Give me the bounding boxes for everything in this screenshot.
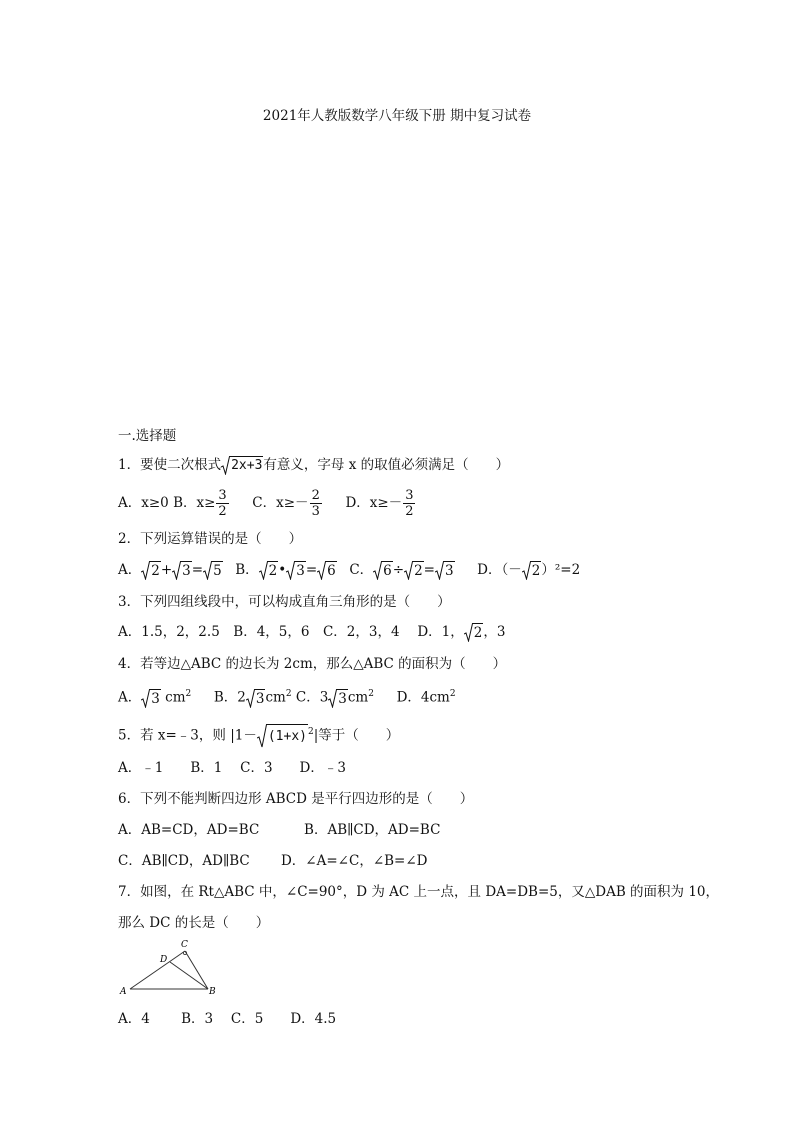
greater-equal-sign: ≥ xyxy=(204,495,216,511)
label-d: D xyxy=(160,955,168,965)
question-7-stem-line-2: 那么 DC 的长是（ ） xyxy=(118,915,270,931)
q1-option-b: B．x xyxy=(173,495,205,511)
question-3-options: A．1.5，2，2.5 B．4，5，6 C．2，3，4 D．1， 2 ，3 xyxy=(118,624,506,641)
question-4-options: A． 3 $cm^2$ B．2 3 $cm^2$ C．3 3 $cm^2$ D．$4cm^2$ xyxy=(118,689,456,707)
question-1-stem xyxy=(118,455,509,475)
sqrt-symbol: 2x+3 xyxy=(221,456,263,475)
question-6-options-cd: C．AB∥CD，AD∥BC D．∠A=∠C，∠B=∠D xyxy=(118,853,428,869)
question-5-options: A．﹣1 B．1 C．3 D．﹣3 xyxy=(118,760,346,776)
question-5-stem: 5．若 x=﹣3，则 |1－ (1+x) $^2$|等于（ ） xyxy=(118,719,399,749)
section-heading: 一.选择题 xyxy=(118,428,177,444)
page-title: 2021年人教版数学八年级下册 期中复习试卷 xyxy=(262,108,532,124)
question-7-stem-line-1: 7．如图，在 Rt△ABC 中，∠C=90°，D 为 AC 上一点，且 DA=DB=5，又△DAB 的面积为 10， xyxy=(118,884,720,900)
question-6-options-ab: A．AB=CD，AD=BC B．AB∥CD，AD=BC xyxy=(118,822,441,838)
question-1-options: A．x≥0 B．x≥ $\frac{3}{2}$ C．x≥－ $\frac{2}{3}$ D．x≥－ $\frac{3}{2}$ xyxy=(118,488,414,519)
question-4-stem: 4．若等边△ABC 的边长为 2cm，那么△ABC 的面积为（ ） xyxy=(118,656,507,672)
question-2-stem: 2．下列运算错误的是（ ） xyxy=(118,531,303,547)
question-2-options: A． 2 + 3 = 5 B． 2 • 3 = 6 C． 6 ÷ 2 = 3 D．（－ 2 ）²=2 xyxy=(118,562,581,579)
q1-b-fraction: $\frac{3}{2}$ xyxy=(218,488,227,519)
segment-cb xyxy=(185,951,208,989)
q1-d-fraction: $\frac{3}{2}$ xyxy=(405,488,414,519)
q1-stem-a: 1．要使二次根式 xyxy=(118,457,222,473)
label-a: A xyxy=(120,987,127,996)
question-3-stem: 3．下列四组线段中，可以构成直角三角形的是（ ） xyxy=(118,594,451,610)
triangle-figure xyxy=(118,936,228,996)
question-7-options: A．4 B．3 C．5 D．4.5 xyxy=(118,1011,337,1027)
q1-c-fraction: $\frac{2}{3}$ xyxy=(311,488,320,519)
label-b: B xyxy=(209,987,216,996)
segment-db xyxy=(170,962,208,989)
q1-option-c: C．x xyxy=(252,495,284,511)
question-6-stem: 6．下列不能判断四边形 ABCD 是平行四边形的是（ ） xyxy=(118,791,474,807)
q1-stem-b: 有意义，字母 x 的取值必须满足（ ） xyxy=(263,457,510,473)
label-c: C xyxy=(181,940,188,950)
q1-option-d: D．x xyxy=(345,495,378,511)
q1-option-a: A．x≥0 xyxy=(118,495,169,511)
segment-ac xyxy=(130,951,185,989)
